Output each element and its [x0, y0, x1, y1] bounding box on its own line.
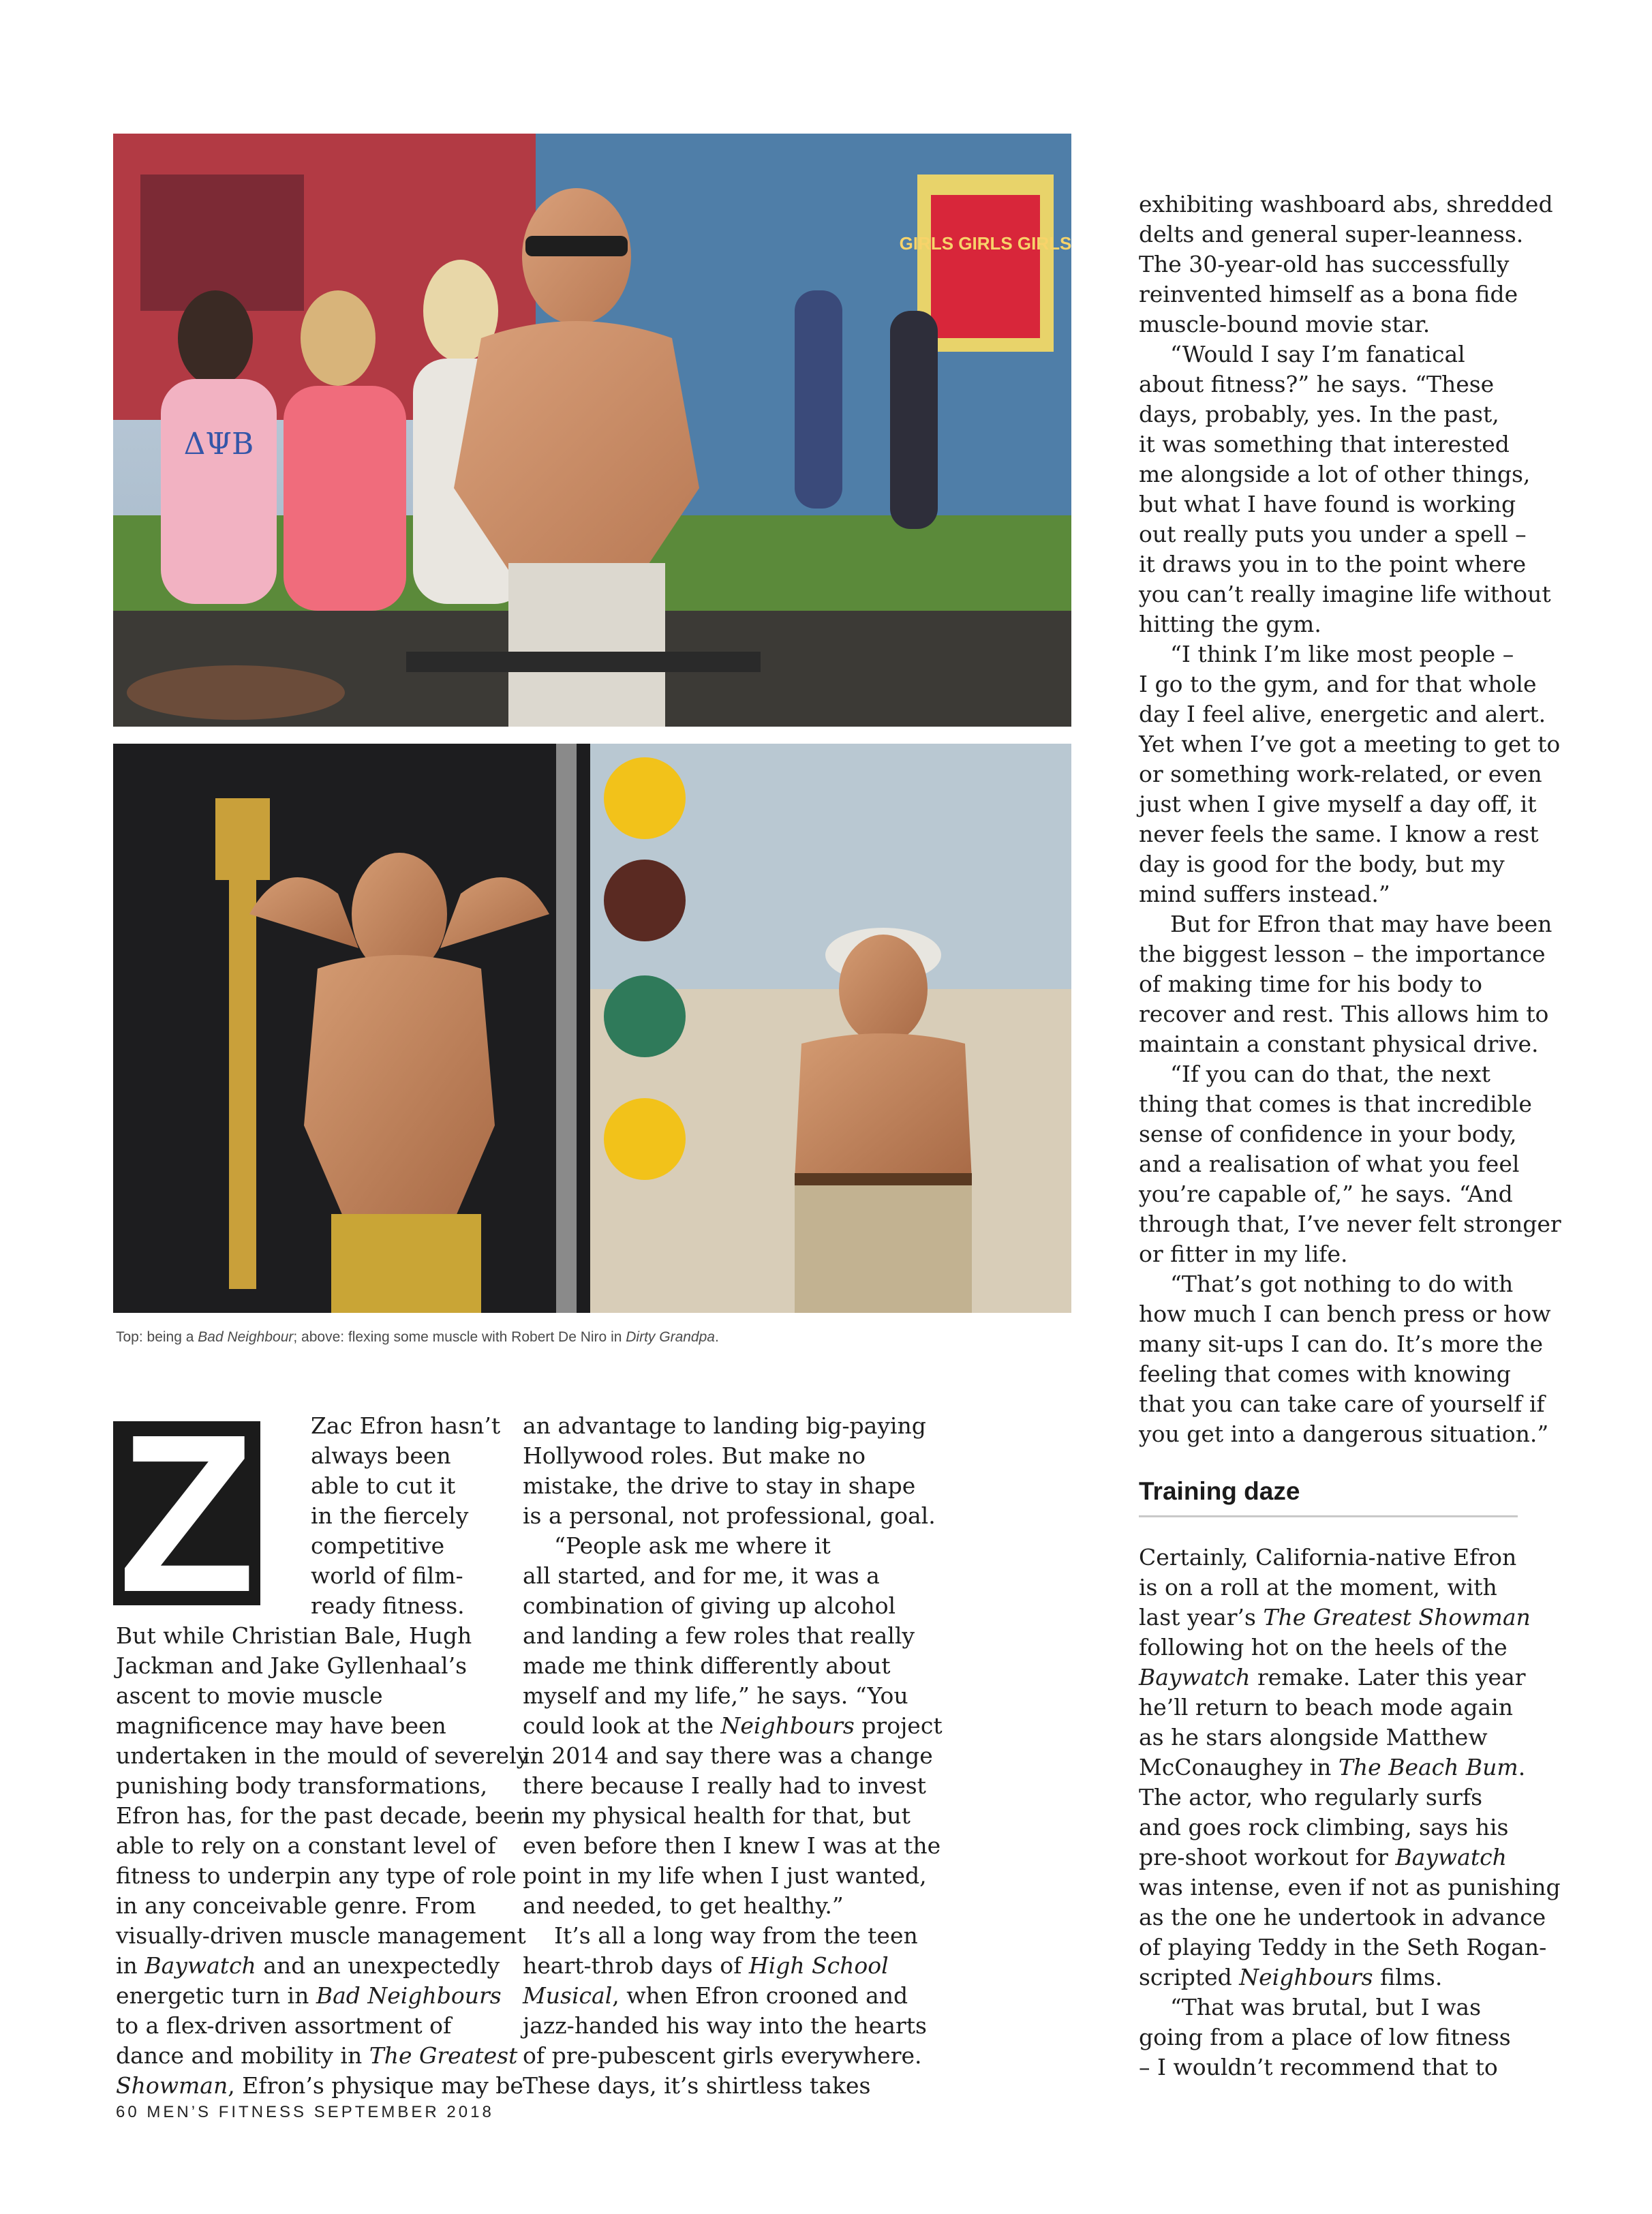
text-line: Efron has, for the past decade, been: [116, 1802, 531, 1829]
text-line: muscle-bound movie star.: [1139, 311, 1431, 337]
text-line: following hot on the heels of the: [1139, 1634, 1508, 1660]
text-line: But for Efron that may have been: [1170, 911, 1552, 937]
shirt-letters: ΔΨB: [183, 427, 254, 461]
text-line: how much I can bench press or how: [1139, 1301, 1551, 1327]
text-line: “That was brutal, but I was: [1170, 1994, 1482, 2020]
text-line: me alongside a lot of other things,: [1139, 461, 1531, 487]
text-run: remake. Later this year: [1250, 1664, 1526, 1690]
text-line: competitive: [311, 1532, 445, 1559]
text-line: or fitter in my life.: [1139, 1241, 1348, 1267]
text-run: dance and mobility in: [116, 2042, 369, 2069]
text-line: you get into a dangerous situation.”: [1139, 1421, 1549, 1447]
text-line: point in my life when I just wanted,: [523, 1862, 927, 1889]
text-italic: Baywatch: [144, 1952, 256, 1979]
text-line: jazz-handed his way into the hearts: [523, 2012, 927, 2039]
text-line: [1139, 1753, 1534, 1783]
text-line: in 2014 and say there was a change: [523, 1742, 933, 1769]
text-line: there because I really had to invest: [523, 1772, 926, 1799]
text-line: to a flex-driven assortment of: [116, 2012, 452, 2039]
page-footer: [116, 2103, 494, 2122]
text-italic: Showman: [116, 2072, 228, 2099]
caption-text: .: [714, 1329, 719, 1345]
text-italic: High School: [748, 1952, 889, 1979]
text-italic: Musical: [523, 1982, 613, 2009]
text-line: Hollywood roles. But make no: [523, 1442, 866, 1469]
text-italic: The Beach Bum: [1338, 1754, 1518, 1780]
text-line: all started, and for me, it was a: [523, 1562, 880, 1589]
text-italic: Baywatch: [1139, 1664, 1251, 1690]
text-line: Jackman and Jake Gyllenhaal’s: [116, 1652, 468, 1679]
text-line: punishing body transformations,: [116, 1772, 488, 1799]
text-line: combination of giving up alcohol: [523, 1592, 896, 1619]
text-run: heart-throb days of: [523, 1952, 749, 1979]
section-subheading: Training daze: [1139, 1477, 1518, 1517]
text-line: [1139, 1843, 1534, 1872]
article-column-2: [523, 1411, 943, 2101]
text-line: and landing a few roles that really: [523, 1622, 915, 1649]
caption-title: Dirty Grandpa: [626, 1329, 715, 1345]
text-line: “If you can do that, the next: [1170, 1061, 1490, 1087]
text-line: is on a roll at the moment, with: [1139, 1574, 1497, 1601]
text-run: pre-shoot workout for: [1139, 1844, 1396, 1870]
text-line: always been: [311, 1442, 451, 1469]
text-line: undertaken in the mould of severely: [116, 1742, 530, 1769]
photo-bad-neighbours: [113, 134, 1071, 727]
article-column-3-lower: [1139, 1543, 1561, 2082]
text-italic: The Greatest Showman: [1263, 1604, 1531, 1631]
text-line: These days, it’s shirtless takes: [523, 2072, 871, 2099]
text-line: hitting the gym.: [1139, 611, 1321, 637]
text-run: energetic turn in: [116, 1982, 316, 2009]
text-line: about fitness?” he says. “These: [1139, 371, 1495, 397]
text-italic: Neighbours: [720, 1712, 855, 1739]
text-line: maintain a constant physical drive.: [1139, 1031, 1539, 1057]
text-line: of making time for his body to: [1139, 971, 1483, 997]
text-run: , Efron’s physique may be: [228, 2072, 523, 2099]
text-line: recover and rest. This allows him to: [1139, 1001, 1549, 1027]
text-run: could look at the: [523, 1712, 721, 1739]
text-line: sense of confidence in your body,: [1139, 1121, 1517, 1147]
text-line: even before then I knew I was at the: [523, 1832, 941, 1859]
text-line: is a personal, not professional, goal.: [523, 1502, 936, 1529]
text-italic: The Greatest: [369, 2042, 518, 2069]
page-number: 60: [116, 2103, 140, 2121]
text-line: ascent to movie muscle: [116, 1682, 383, 1709]
text-line: it draws you in to the point where: [1139, 551, 1527, 577]
text-line: in any conceivable genre. From: [116, 1892, 476, 1919]
text-line: through that, I’ve never felt stronger: [1139, 1211, 1561, 1237]
text-line: “I think I’m like most people –: [1170, 641, 1514, 667]
text-line: Zac Efron hasn’t: [311, 1412, 501, 1439]
text-line: “That’s got nothing to do with: [1170, 1271, 1514, 1297]
text-line: magnificence may have been: [116, 1712, 446, 1739]
text-line: going from a place of low fitness: [1139, 2024, 1511, 2050]
text-line: and needed, to get healthy.”: [523, 1892, 844, 1919]
text-line: in my physical health for that, but: [523, 1802, 911, 1829]
caption-text: Top: being a: [116, 1329, 198, 1345]
text-line: you can’t really imagine life without: [1139, 581, 1551, 607]
text-line: – I wouldn’t recommend that to: [1139, 2054, 1498, 2080]
text-line: of pre-pubescent girls everywhere.: [523, 2042, 922, 2069]
text-line: that you can take care of yourself if: [1139, 1391, 1545, 1417]
text-line: Certainly, California-native Efron: [1139, 1544, 1517, 1571]
text-line: [116, 1981, 502, 2011]
text-line: “Would I say I’m fanatical: [1170, 341, 1465, 367]
text-line: mistake, the drive to stay in shape: [523, 1472, 916, 1499]
text-line: but what I have found is working: [1139, 491, 1516, 517]
text-line: never feels the same. I know a rest: [1139, 821, 1539, 847]
sign-text: GIRLS GIRLS GIRLS: [899, 233, 1071, 254]
drop-cap: Z: [113, 1421, 260, 1605]
text-line: an advantage to landing big-paying: [523, 1412, 926, 1439]
text-line: fitness to underpin any type of role: [116, 1862, 517, 1889]
text-line: out really puts you under a spell –: [1139, 521, 1527, 547]
issue-date: SEPTEMBER 2018: [313, 2103, 494, 2121]
text-line: able to cut it: [311, 1472, 456, 1499]
text-line: feeling that comes with knowing: [1139, 1361, 1511, 1387]
text-line: [1139, 1962, 1534, 1992]
photo-dirty-grandpa: [113, 744, 1071, 1313]
text-line: or something work-related, or even: [1139, 761, 1542, 787]
magazine-name: MEN’S FITNESS: [147, 2103, 307, 2121]
text-run: and an unexpectedly: [256, 1952, 500, 1979]
text-line: mind suffers instead.”: [1139, 881, 1390, 907]
text-line: [1139, 1603, 1534, 1633]
text-line: just when I give myself a day off, it: [1139, 791, 1537, 817]
text-line: [523, 1951, 904, 1981]
text-line: Yet when I’ve got a meeting to get to: [1139, 731, 1561, 757]
text-line: was intense, even if not as punishing: [1139, 1874, 1561, 1900]
text-line: [523, 1981, 908, 2011]
text-line: the biggest lesson – the importance: [1139, 941, 1546, 967]
text-line: many sit-ups I can do. It’s more the: [1139, 1331, 1544, 1357]
text-line: made me think differently about: [523, 1652, 891, 1679]
text-line: and goes rock climbing, says his: [1139, 1814, 1509, 1840]
text-line: [116, 1951, 498, 1981]
text-line: [116, 2071, 523, 2101]
caption-title: Bad Neighbour: [198, 1329, 294, 1345]
text-line: The actor, who regularly surfs: [1139, 1784, 1483, 1810]
text-line: It’s all a long way from the teen: [554, 1922, 918, 1949]
text-line: [116, 2041, 518, 2071]
text-line: “People ask me where it: [554, 1532, 831, 1559]
text-line: visually-driven muscle management: [116, 1922, 526, 1949]
text-line: days, probably, yes. In the past,: [1139, 401, 1499, 427]
caption-text: ; above: flexing some muscle with Robert De Niro in: [293, 1329, 626, 1345]
text-run: project: [854, 1712, 943, 1739]
text-run: last year’s: [1139, 1604, 1264, 1631]
text-line: The 30-year-old has successfully: [1139, 251, 1510, 277]
text-line: reinvented himself as a bona fide: [1139, 281, 1518, 307]
text-line: of playing Teddy in the Seth Rogan-: [1139, 1934, 1547, 1960]
text-line: thing that comes is that incredible: [1139, 1091, 1532, 1117]
text-run: films.: [1373, 1964, 1443, 1990]
text-line: myself and my life,” he says. “You: [523, 1682, 908, 1709]
text-line: able to rely on a constant level of: [116, 1832, 496, 1859]
text-line: in the fiercely: [311, 1502, 469, 1529]
text-run: scripted: [1139, 1964, 1240, 1990]
text-italic: Neighbours: [1239, 1964, 1373, 1990]
article-column-1: [116, 1411, 531, 2101]
photo-caption: [116, 1329, 1074, 1346]
text-run: , when Efron crooned and: [612, 1982, 908, 2009]
text-line: exhibiting washboard abs, shredded: [1139, 191, 1553, 217]
text-line: ready fitness.: [311, 1592, 465, 1619]
text-run: McConaughey in: [1139, 1754, 1339, 1780]
text-line: it was something that interested: [1139, 431, 1510, 457]
text-italic: Bad Neighbours: [316, 1982, 502, 2009]
text-line: and a realisation of what you feel: [1139, 1151, 1520, 1177]
text-line: I go to the gym, and for that whole: [1139, 671, 1537, 697]
text-line: as the one he undertook in advance: [1139, 1904, 1546, 1930]
text-line: world of film-: [311, 1562, 463, 1589]
text-line: delts and general super-leanness.: [1139, 221, 1524, 247]
text-italic: Baywatch: [1395, 1844, 1507, 1870]
text-line: day is good for the body, but my: [1139, 851, 1505, 877]
text-line: But while Christian Bale, Hugh: [116, 1622, 472, 1649]
text-run: .: [1518, 1754, 1526, 1780]
text-line: [1139, 1663, 1534, 1693]
text-line: you’re capable of,” he says. “And: [1139, 1181, 1513, 1207]
article-column-3-upper: [1139, 189, 1561, 1449]
text-line: [523, 1711, 943, 1741]
text-line: as he stars alongside Matthew: [1139, 1724, 1488, 1750]
text-line: day I feel alive, energetic and alert.: [1139, 701, 1546, 727]
text-run: in: [116, 1952, 145, 1979]
text-line: he’ll return to beach mode again: [1139, 1694, 1513, 1720]
